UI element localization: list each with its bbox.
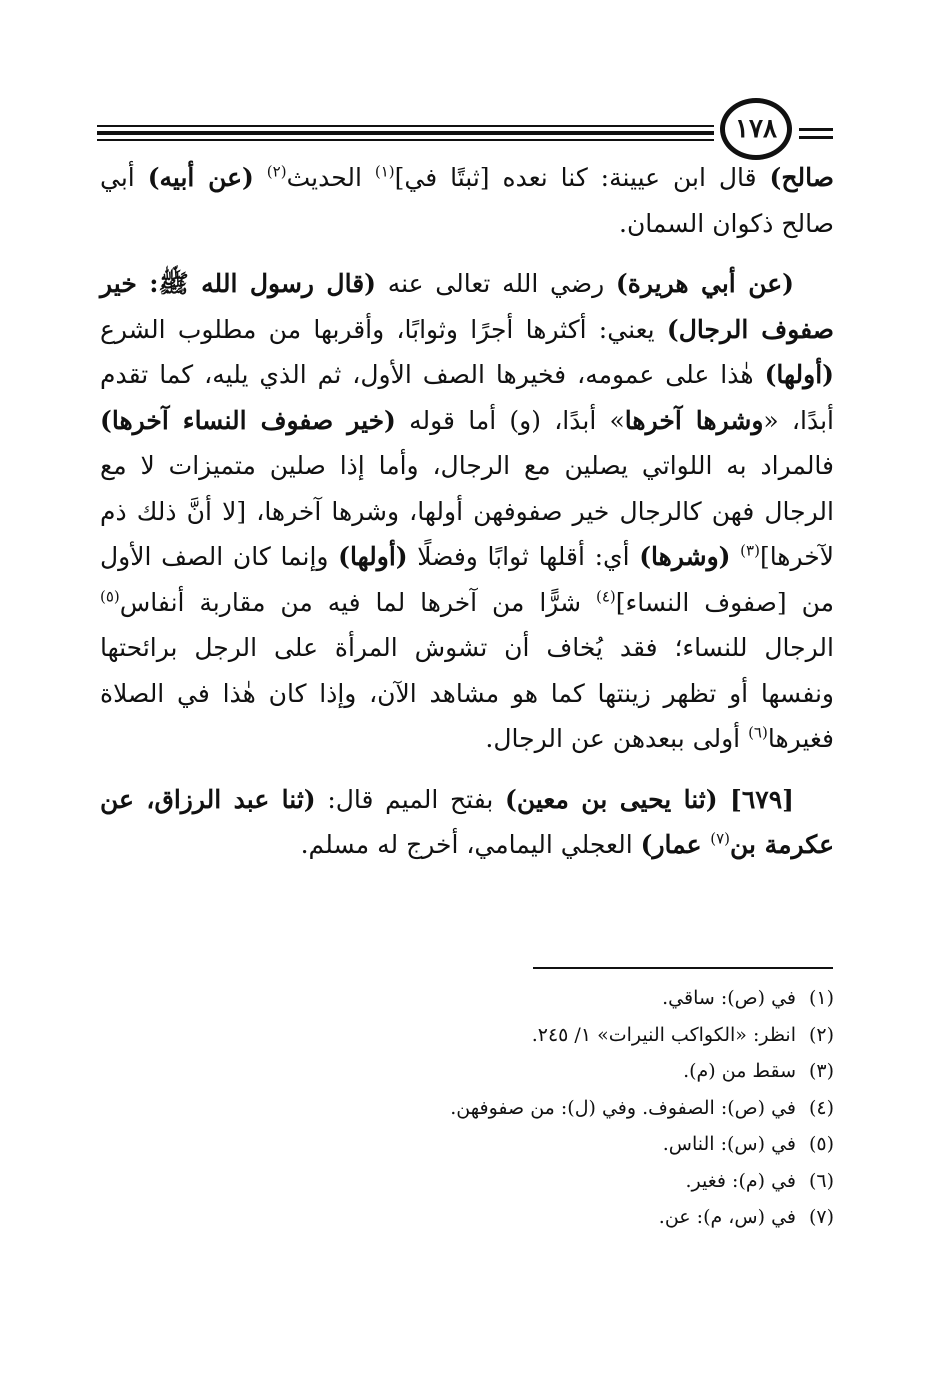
footnote-text: سقط من (م). [683,1060,796,1082]
footnotes [300,980,834,1236]
footnote [300,1017,834,1054]
bold-text: (قال رسول الله ﷺ: خير صفوف الرجال) [100,269,834,344]
paragraph [100,155,834,246]
bold-text: (أولها) [764,360,834,389]
page-number: ١٧٨ [720,98,792,160]
footnote-number: (٤) [808,1096,834,1119]
footnote-text: في (س): الناس. [662,1133,796,1155]
text-run [254,163,267,192]
bold-text: [٦٧٩] (ثنا يحيى بن معين) [505,784,794,814]
footnote-reference: (١) [374,162,395,181]
text-run: العجلي اليمامي، أخرج له مسلم. [300,830,641,859]
footnote-reference: (٤) [595,587,616,606]
footnote-number: (١) [808,987,834,1009]
footnote-text: في (ص): ساقي. [662,987,796,1009]
footnote-reference: (٦) [748,723,768,742]
footnote-reference: (٢) [266,162,287,181]
footnote [300,1126,834,1163]
text-run: شرًّا من آخرها لما فيه من مقاربة أنفاس [119,587,596,617]
paragraph [100,261,834,762]
text-run: الحديث [286,163,375,192]
footnote-reference: (٣) [740,541,760,560]
header-rule-end [799,128,833,131]
footnote [300,1199,834,1236]
footnote-separator [533,967,833,969]
bold-text: (خير صفوف النساء آخرها) [100,405,396,435]
footnote-text: في (م): فغير. [685,1169,796,1192]
bold-text: عمار) [640,830,711,859]
footnote-number: (٦) [808,1169,834,1192]
text-run: وإنما كان الصف الأول من [صفوف النساء] [100,542,834,617]
text-run [730,542,740,571]
text-run: فالمراد به اللواتي يصلين مع الرجال، وأما إذا صلين متميزات لا مع الرجال فهن كالرجال خير صفوفهن أولها، وشرها آخرها، [لا أنَّ ذلك ذم لآخرها] [100,451,834,571]
text-run: أبي صالح ذكوان السمان. [100,163,834,238]
footnote [300,1053,834,1090]
text-run: الرجال للنساء؛ فقد يُخاف أن تشوش المرأة على الرجل برائحتها ونفسها أو تظهر زينتها كما هو مشاهد الآن، وإذا كان هٰذا في الصلاة فغيرها [100,633,834,753]
bold-text: (وشرها) [639,542,731,571]
footnote-reference: (٧) [710,829,730,848]
bold-text: (أولها) [338,542,408,571]
header-rule-top [97,125,714,127]
footnote [300,1163,834,1200]
main-text [100,155,834,868]
footnote-number: (٢) [808,1023,834,1046]
bold-text: (عن أبي هريرة) [615,269,794,298]
bold-text: وشرها آخرها [624,405,764,435]
text-run: قال ابن عيينة: كنا نعده [ثبتًا في] [394,163,770,192]
footnote [300,1090,834,1127]
bold-text: (عن أبيه) [147,163,254,192]
text-run: يعني: أكثرها أجرًا وثوابًا، وأقربها من مطلوب الشرع [100,314,667,344]
text-run: أولى ببعدهن عن الرجال. [485,724,749,753]
text-run: » أبدًا، (و) أما قوله [395,405,625,435]
text-run: رضي الله تعالى عنه [376,269,616,298]
footnote-number: (٥) [808,1133,834,1155]
header-rule-bottom [97,139,714,141]
text-run: أي: أقلها ثوابًا وفضلًا [407,542,640,571]
paragraph [100,777,834,868]
footnote-reference: (٥) [100,587,120,606]
footnote-text: انظر: «الكواكب النيرات» ١/ ٢٤٥. [531,1023,796,1046]
text-run: هٰذا على عمومه، فخيرها الصف الأول، ثم الذي يليه، كما تقدم أبدًا، « [100,360,834,435]
bold-text: (ثنا عبد الرزاق، عن عكرمة بن [100,784,834,859]
text-run: بفتح الميم قال: [315,784,505,814]
footnote-text: في (ص): الصفوف. وفي (ل): من صفوفهن. [450,1096,796,1119]
header-rule-middle [97,131,714,135]
bold-text: صالح) [769,163,834,192]
footnote-number: (٣) [808,1060,834,1082]
footnote-text: في (س، م): عن. [658,1206,796,1228]
header-rule-end-lower [799,136,833,139]
footnote-number: (٧) [808,1206,834,1228]
footnote [300,980,834,1017]
